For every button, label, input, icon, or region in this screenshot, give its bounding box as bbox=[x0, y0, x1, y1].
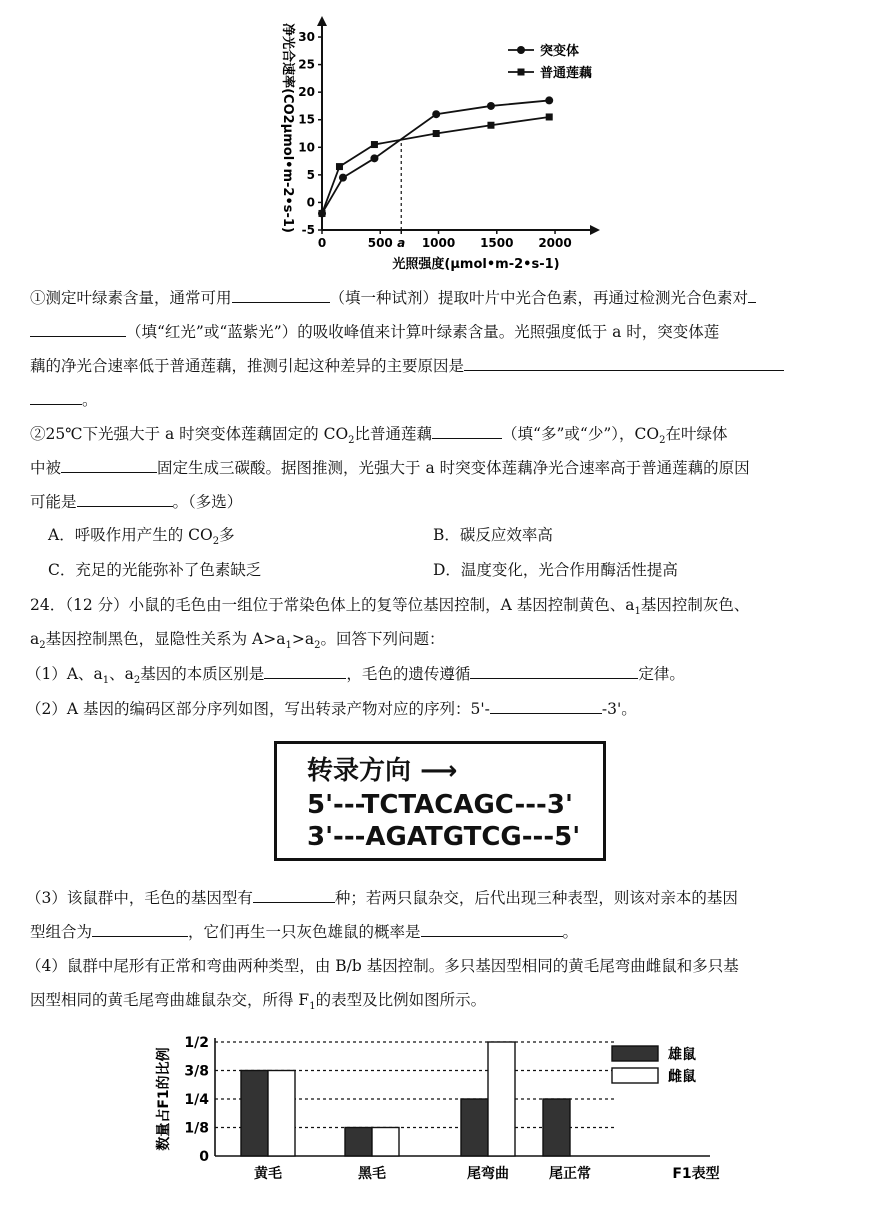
data-point-circle bbox=[339, 174, 347, 182]
q24-line1: 24．（12 分）小鼠的毛色由一组位于常染色体上的复等位基因控制，A 基因控制黄色、$a_1$基因控制灰色、 bbox=[30, 596, 750, 618]
y-tick-label: 0 bbox=[199, 1149, 209, 1165]
dna-title: 转录方向 ⟶ bbox=[307, 756, 458, 786]
x-category-label: 尾弯曲 bbox=[467, 1166, 509, 1182]
data-point-square bbox=[487, 122, 494, 129]
legend-swatch bbox=[612, 1046, 658, 1061]
q24-part4-line2: 因型相同的黄毛尾弯曲雄鼠杂交，所得 $F_1$的表型及比例如图所示。 bbox=[30, 991, 487, 1013]
y-tick-label: 1/4 bbox=[184, 1092, 209, 1108]
bar-male bbox=[345, 1128, 372, 1157]
q24-part3-line1: （3）该鼠群中，毛色的基因型有 种；若两只鼠杂交，后代出现三种表型，则该对亲本的基因 bbox=[26, 886, 738, 909]
x-axis-label: F1表型 bbox=[672, 1166, 720, 1182]
legend-marker-circle bbox=[517, 46, 525, 54]
q23-option-b: B．碳反应效率高 bbox=[433, 526, 553, 544]
y-tick-label: 20 bbox=[298, 85, 315, 100]
dna-sequence-box bbox=[274, 741, 606, 861]
bar-female bbox=[268, 1071, 295, 1157]
x-axis-arrow-icon bbox=[590, 225, 600, 235]
data-point-square bbox=[546, 113, 553, 120]
data-point-square bbox=[319, 210, 326, 217]
x-tick-label: 1000 bbox=[421, 236, 456, 250]
q23-line2: （填“红光”或“蓝紫光”）的吸收峰值来计算叶绿素含量。光照强度低于 a 时，突变体莲 bbox=[30, 320, 719, 343]
q23-line7: 可能是 。（多选） bbox=[30, 490, 242, 513]
legend-swatch bbox=[612, 1068, 658, 1083]
data-point-square bbox=[371, 141, 378, 148]
data-point-circle bbox=[370, 154, 378, 162]
bar-female bbox=[488, 1042, 515, 1156]
y-tick-label: 30 bbox=[298, 30, 315, 45]
x-axis-label: 光照强度(μmol•m-2•s-1) bbox=[392, 257, 560, 272]
y-tick-label: 0 bbox=[306, 195, 315, 210]
dna-top-strand: 5'---TCTACAGC---3' bbox=[307, 790, 573, 820]
legend-label: 普通莲藕 bbox=[540, 66, 593, 81]
y-axis-label: 数量占F1的比例 bbox=[156, 1047, 172, 1151]
q23-line1: ①测定叶绿素含量，通常可用 （填一种试剂）提取叶片中光合色素，再通过检测光合色素对 bbox=[30, 286, 756, 309]
bar-female bbox=[372, 1128, 399, 1157]
x-tick-label: a bbox=[397, 236, 406, 250]
x-tick-label: 2000 bbox=[538, 236, 572, 250]
x-tick-label: 0 bbox=[317, 236, 327, 250]
f1-phenotype-bar-chart bbox=[150, 1020, 750, 1200]
legend-label: 突变体 bbox=[540, 44, 580, 59]
y-tick-label: 1/2 bbox=[184, 1035, 209, 1051]
q24-part3-line2: 型组合为 ，它们再生一只灰色雄鼠的概率是 。 bbox=[30, 920, 578, 943]
y-tick-label: 3/8 bbox=[184, 1063, 209, 1080]
dna-bottom-strand: 3'---AGATGTCG---5' bbox=[307, 822, 581, 852]
y-tick-label: 5 bbox=[306, 167, 315, 182]
photosynthesis-line-chart bbox=[262, 14, 622, 274]
legend-label: 雄鼠 bbox=[668, 1047, 696, 1063]
x-category-label: 尾正常 bbox=[549, 1166, 591, 1182]
data-point-square bbox=[433, 130, 440, 137]
y-tick-label: 25 bbox=[298, 57, 315, 72]
q24-part2: （2）A 基因的编码区部分序列如图，写出转录产物对应的序列：5'- -3'。 bbox=[26, 697, 637, 720]
arrow-right-icon: ⟶ bbox=[420, 756, 458, 786]
y-tick-label: 1/8 bbox=[184, 1120, 209, 1137]
q23-line5: ②25℃下光强大于 a 时突变体莲藕固定的 $CO_2$比普通莲藕 （填“多”或“少”），$CO_2$在叶绿体 bbox=[30, 422, 727, 452]
q24-part4-line1: （4）鼠群中尾形有正常和弯曲两种类型，由 B/b 基因控制。多只基因型相同的黄毛尾弯曲雌鼠和多只基 bbox=[26, 957, 739, 975]
y-tick-label: 15 bbox=[298, 112, 315, 127]
q23-line6: 中被 固定生成三碳酸。据图推测，光强大于 a 时突变体莲藕净光合速率高于普通莲藕的原因 bbox=[30, 456, 750, 479]
q23-line4: 。 bbox=[30, 388, 98, 411]
q24-line2: $a_2$基因控制黑色，显隐性关系为 $A>a_1>a_2$。回答下列问题： bbox=[30, 630, 445, 652]
q24-part1: （1）A、$a_1$、$a_2$基因的本质区别是 ，毛色的遗传遵循 定律。 bbox=[26, 662, 685, 692]
q23-option-d: D．温度变化，光合作用酶活性提高 bbox=[433, 561, 678, 579]
legend-marker-square bbox=[518, 69, 525, 76]
bar-male bbox=[241, 1071, 268, 1157]
x-category-label: 黑毛 bbox=[358, 1166, 386, 1182]
y-axis-label: 净光合速率(CO2μmol•m-2•s-1) bbox=[280, 23, 295, 233]
x-tick-label: 1500 bbox=[480, 236, 514, 250]
bar-male bbox=[543, 1099, 570, 1156]
data-point-circle bbox=[487, 102, 495, 110]
y-axis-arrow-icon bbox=[317, 16, 327, 26]
data-point-circle bbox=[545, 96, 553, 104]
legend-label: 雌鼠 bbox=[668, 1069, 696, 1085]
data-point-square bbox=[336, 163, 343, 170]
y-tick-label: -5 bbox=[301, 223, 315, 237]
y-tick-label: 10 bbox=[298, 140, 315, 155]
q23-line3: 藕的净光合速率低于普通莲藕，推测引起这种差异的主要原因是 bbox=[30, 354, 784, 377]
x-category-label: 黄毛 bbox=[254, 1166, 282, 1182]
q23-option-a: A．呼吸作用产生的 $CO_2$多 bbox=[48, 526, 235, 548]
bar-male bbox=[461, 1099, 488, 1156]
q23-option-c: C．充足的光能弥补了色素缺乏 bbox=[48, 561, 262, 579]
x-tick-label: 500 bbox=[367, 236, 393, 250]
data-point-circle bbox=[432, 110, 440, 118]
